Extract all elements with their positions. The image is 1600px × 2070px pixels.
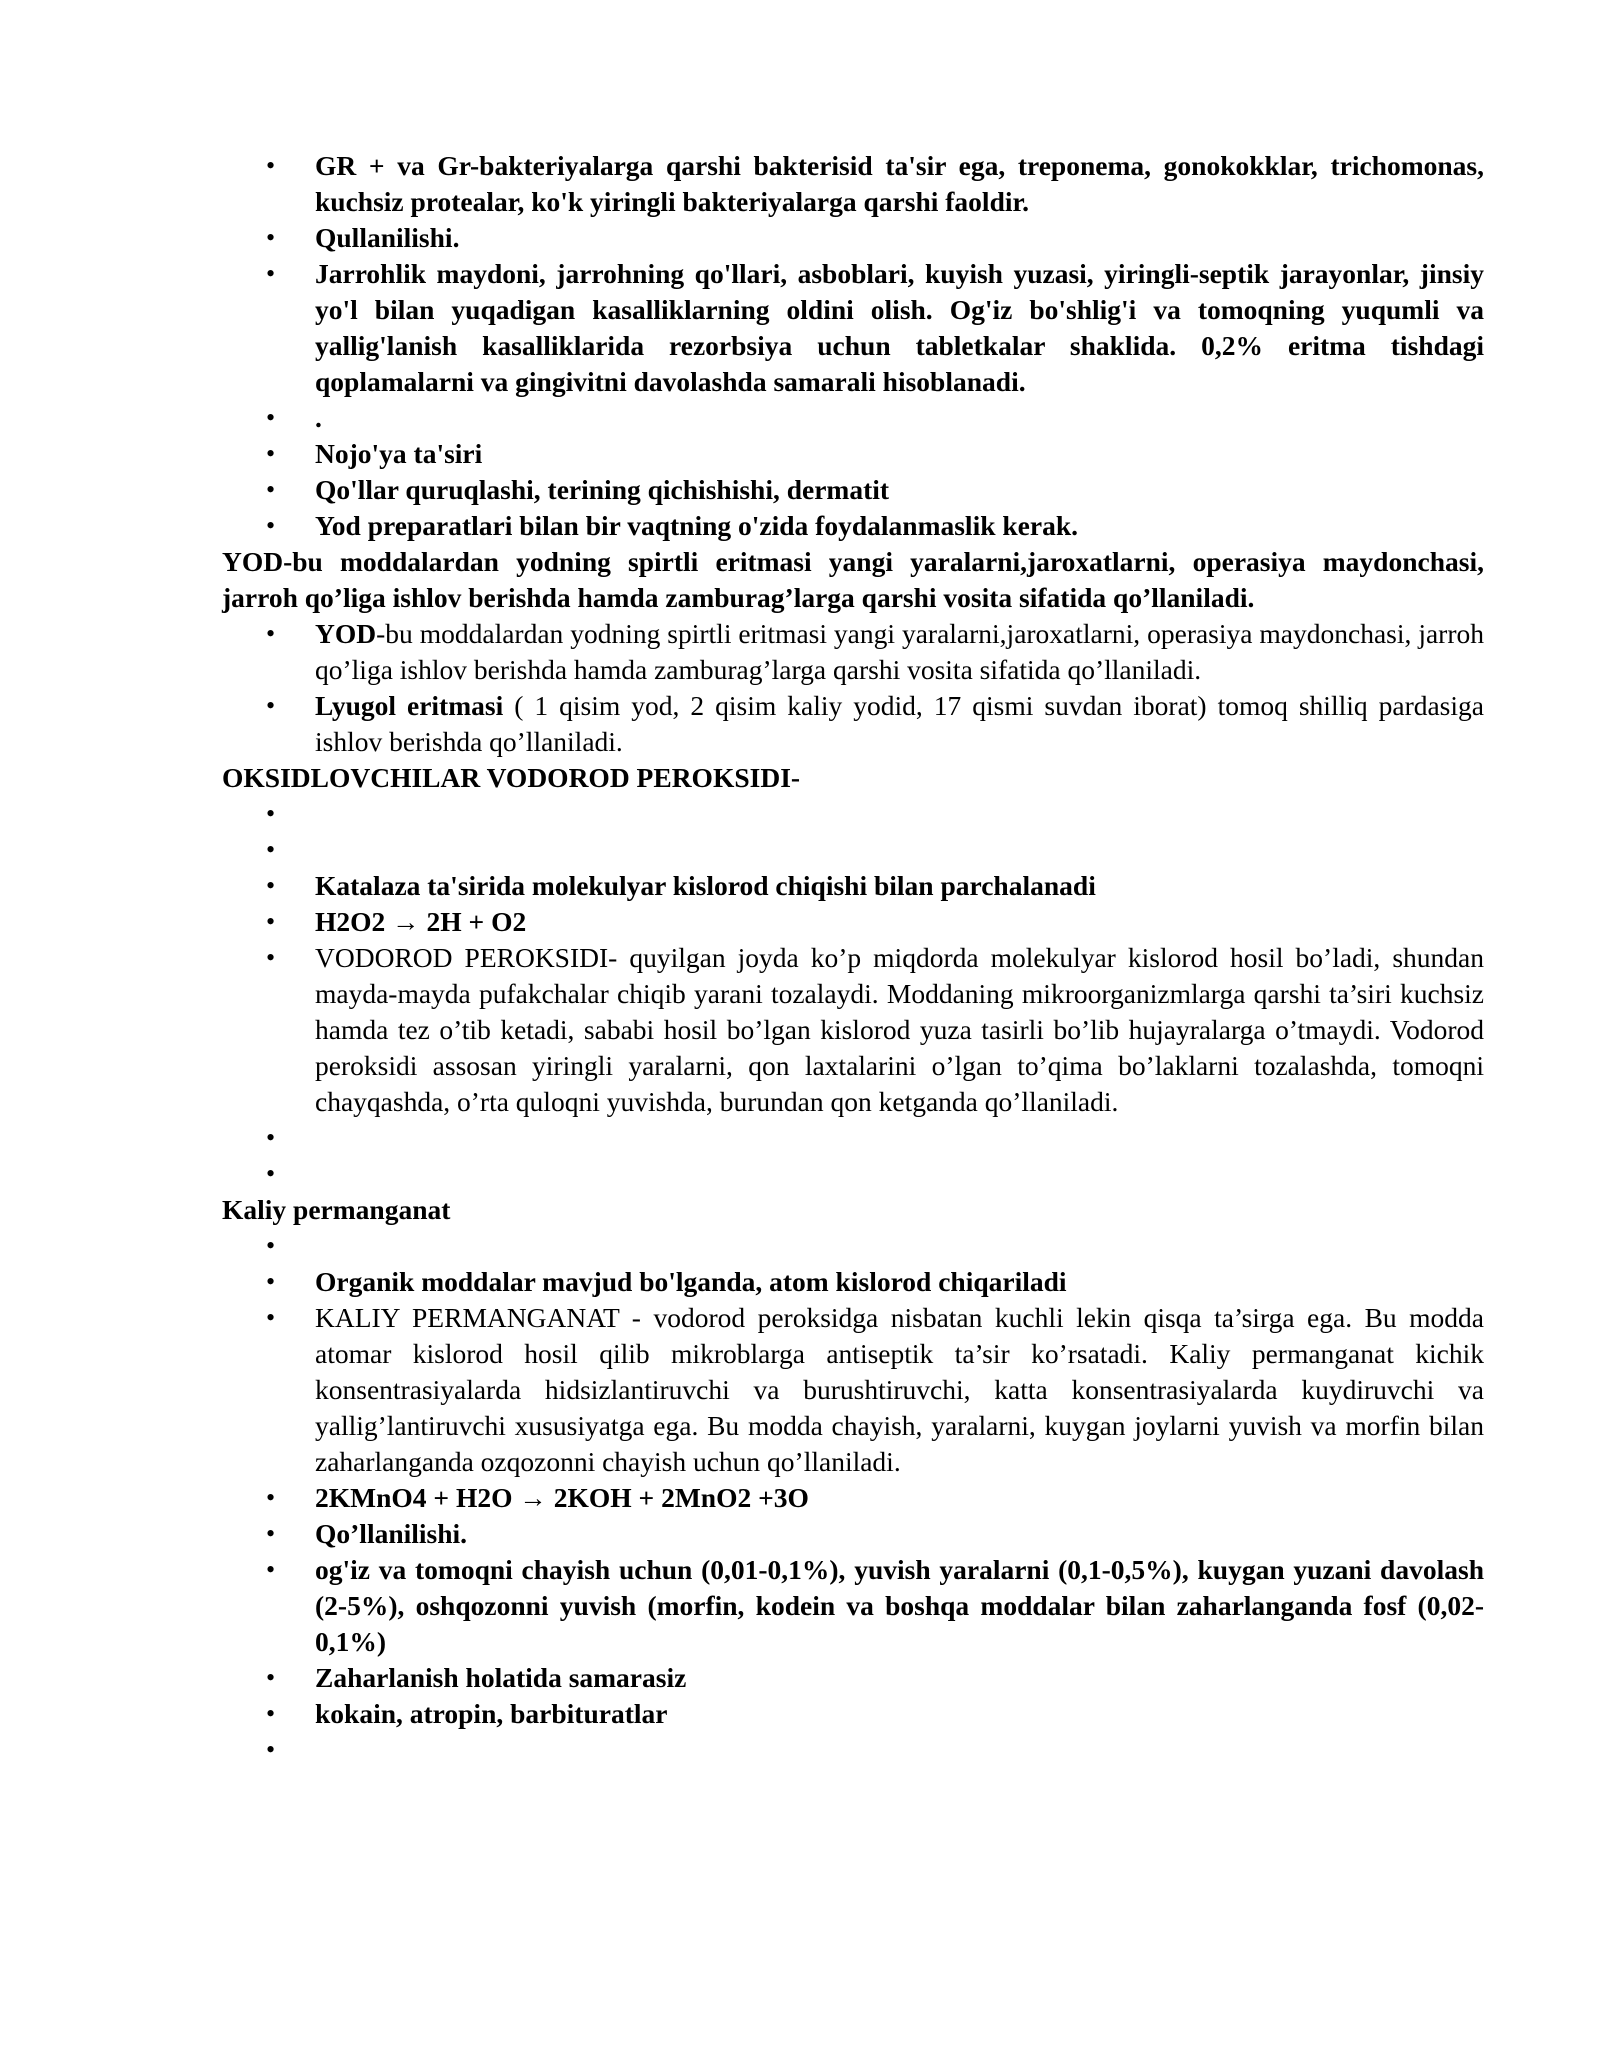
list-item: • Organik moddalar mavjud bo'lganda, atom kislorod chiqariladi [315, 1264, 1484, 1300]
list-item: • kokain, atropin, barbituratlar [315, 1696, 1484, 1732]
list-item: • Nojo'ya ta'siri [315, 436, 1484, 472]
list-item: • KALIY PERMANGANAT - vodorod peroksidga nisbatan kuchli lekin qisqa ta’sirga ega. Bu modda atomar kislorod hosil qilib mikroblarga antiseptik ta’sir ko’rsatadi. Kaliy permanganat kichik konsentrasiyalarda hidsizlantiruvchi va burushtiruvchi, katta konsentrasiyalarda kuydiruvchi va yallig’lantiruvchi xususiyatga ega. Bu modda chayish, yaralarni, kuygan joylarni yuvish va morfin bilan zaharlanganda ozqozonni chayish uchun qo’llaniladi. [315, 1300, 1484, 1480]
list-item: • og'iz va tomoqni chayish uchun (0,01-0,1%), yuvish yaralarni (0,1-0,5%), kuygan yuzani davolash (2-5%), oshqozonni yuvish (morfin, kodein va boshqa moddalar bilan zaharlanganda fosf (0,02-0,1%) [315, 1552, 1484, 1660]
empty-list-item [315, 1156, 1484, 1192]
empty-list-item [315, 1732, 1484, 1768]
list-item: • Jarrohlik maydoni, jarrohning qo'llari, asboblari, kuyish yuzasi, yiringli-septik jarayonlar, jinsiy yo'l bilan yuqadigan kasalliklarning oldini olish. Og'iz bo'shlig'i va tomoqning yuqumli va yallig'lanish kasalliklarida rezorbsiya uchun tabletkalar shaklida. 0,2% eritma tishdagi qoplamalarni va gingivitni davolashda samarali hisoblanadi. [315, 256, 1484, 400]
chemical-formula: • 2KMnO4 + H2O → 2KOH + 2MnO2 +3O [315, 1480, 1484, 1516]
list-item [315, 688, 1484, 760]
term-description: -bu moddalardan yodning spirtli eritmasi yangi yaralarni,jaroxatlarni, operasiya maydonchasi, jarroh qo’liga ishlov berishda hamda zamburag’larga qarshi vosita sifatida qo’llaniladi. [315, 618, 1484, 685]
term-label: YOD [315, 618, 377, 649]
empty-list-item [315, 796, 1484, 832]
peroxide-list [222, 796, 1484, 1192]
list-item: • Zaharlanish holatida samarasiz [315, 1660, 1484, 1696]
empty-list-item [315, 1228, 1484, 1264]
empty-list-item [315, 832, 1484, 868]
section-heading: Kaliy permanganat [222, 1194, 451, 1225]
list-item: • VODOROD PEROKSIDI- quyilgan joyda ko’p miqdorda molekulyar kislorod hosil bo’ladi, shundan mayda-mayda pufakchalar chiqib yarani tozalaydi. Moddaning mikroorganizmlarga qarshi ta’siri kuchsiz hamda tez o’tib ketadi, sababi hosil bo’lgan kislorod yuza tasirli bo’lib hujayralarga o’tmaydi. Vodorod peroksidi assosan yiringli yaralarni, qon laxtalarini o’lgan to’qima bo’laklarni tozalashda, tomoqni chayqashda, o’rta quloqni yuvishda, burundan qon ketganda qo’llaniladi. [315, 940, 1484, 1120]
list-item: • Qo’llanilishi. [315, 1516, 1484, 1552]
list-item: • GR + va Gr-bakteriyalarga qarshi bakterisid ta'sir ega, treponema, gonokokklar, trichomonas, kuchsiz protealar, ko'k yiringli bakteriyalarga qarshi faoldir. [315, 148, 1484, 220]
list-item: • Qo'llar quruqlashi, terining qichishishi, dermatit [315, 472, 1484, 508]
term-description: ( 1 qisim yod, 2 qisim kaliy yodid, 17 qismi suvdan iborat) tomoq shilliq pardasiga ishlov berishda qo’llaniladi. [315, 690, 1484, 757]
yod-list [222, 616, 1484, 760]
chlorhexidine-list [222, 148, 1484, 544]
list-item [315, 616, 1484, 688]
list-item: • . [315, 400, 1484, 436]
section-heading: OKSIDLOVCHILAR VODOROD PEROKSIDI- [222, 762, 801, 793]
permanganate-list [222, 1228, 1484, 1768]
list-item: • Katalaza ta'sirida molekulyar kislorod chiqishi bilan parchalanadi [315, 868, 1484, 904]
chemical-formula: • H2O2 → 2H + O2 [315, 904, 1484, 940]
term-label: Lyugol eritmasi [315, 690, 504, 721]
empty-list-item [315, 1120, 1484, 1156]
yod-paragraph: YOD-bu moddalardan yodning spirtli eritmasi yangi yaralarni,jaroxatlarni, operasiya maydonchasi, jarroh qo’liga ishlov berishda hamda zamburag’larga qarshi vosita sifatida qo’llaniladi. [222, 546, 1484, 613]
list-item: • Yod preparatlari bilan bir vaqtning o'zida foydalanmaslik kerak. [315, 508, 1484, 544]
list-item: • Qullanilishi. [315, 220, 1484, 256]
